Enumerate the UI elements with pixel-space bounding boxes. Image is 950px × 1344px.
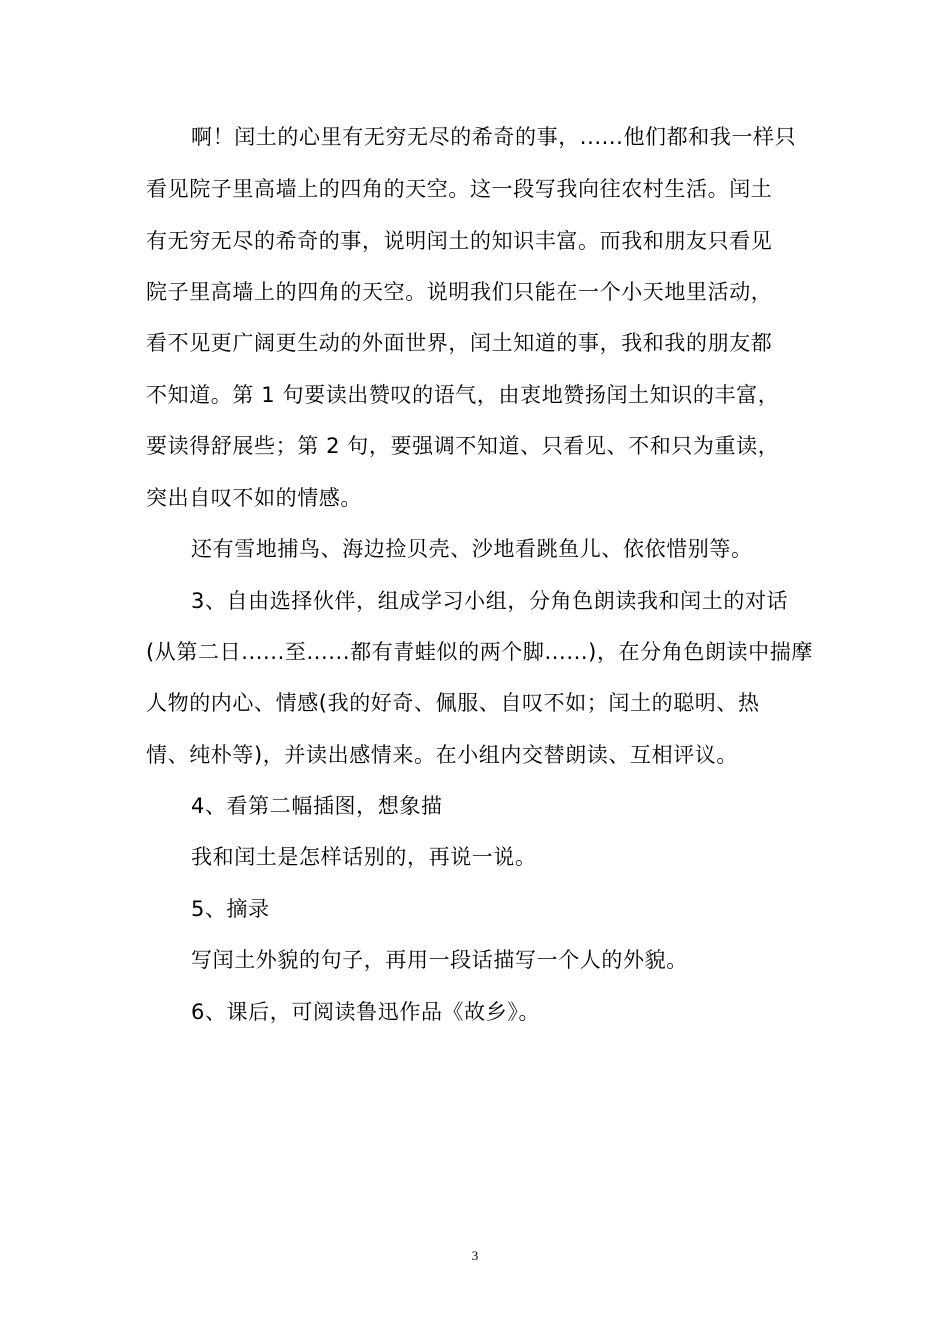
- text-line: 情、纯朴等)，并读出感情来。在小组内交替朗读、互相评议。: [146, 743, 738, 767]
- text-line: (从第二日......至......都有青蛙似的两个脚......)，在分角色朗读中揣摩: [146, 640, 813, 664]
- text-line: 不知道。第 1 句要读出赞叹的语气，由衷地赞扬闰土知识的丰富，: [146, 383, 780, 407]
- text-line: 要读得舒展些；第 2 句，要强调不知道、只看见、不和只为重读，: [146, 434, 780, 458]
- text-line: 我和闰土是怎样话别的，再说一说。: [191, 845, 537, 869]
- text-line: 写闰土外貌的句子，再用一段话描写一个人的外貌。: [191, 948, 688, 972]
- text-line: 还有雪地捕鸟、海边捡贝壳、沙地看跳鱼儿、依依惜别等。: [191, 537, 753, 561]
- text-line: 看不见更广阔更生动的外面世界，闰土知道的事，我和我的朋友都: [146, 331, 773, 355]
- text-line: 突出自叹不如的情感。: [146, 486, 362, 510]
- text-line: 看见院子里高墙上的四角的天空。这一段写我向往农村生活。闰土: [146, 177, 773, 201]
- page-number: 3: [471, 1248, 479, 1263]
- text-line: 5、摘录: [191, 897, 270, 921]
- text-line: 有无穷无尽的希奇的事，说明闰土的知识丰富。而我和朋友只看见: [146, 229, 773, 253]
- text-line: 4、看第二幅插图，想象描: [191, 794, 443, 818]
- text-line: 人物的内心、情感(我的好奇、佩服、自叹不如；闰土的聪明、热: [146, 691, 760, 715]
- text-line: 3、自由选择伙伴，组成学习小组，分角色朗读我和闰土的对话: [191, 589, 789, 613]
- text-line: 6、课后，可阅读鲁迅作品《故乡》。: [191, 1000, 541, 1024]
- text-line: 啊！闰土的心里有无穷无尽的希奇的事，......他们都和我一样只: [191, 125, 797, 149]
- text-line: 院子里高墙上的四角的天空。说明我们只能在一个小天地里活动，: [146, 280, 773, 304]
